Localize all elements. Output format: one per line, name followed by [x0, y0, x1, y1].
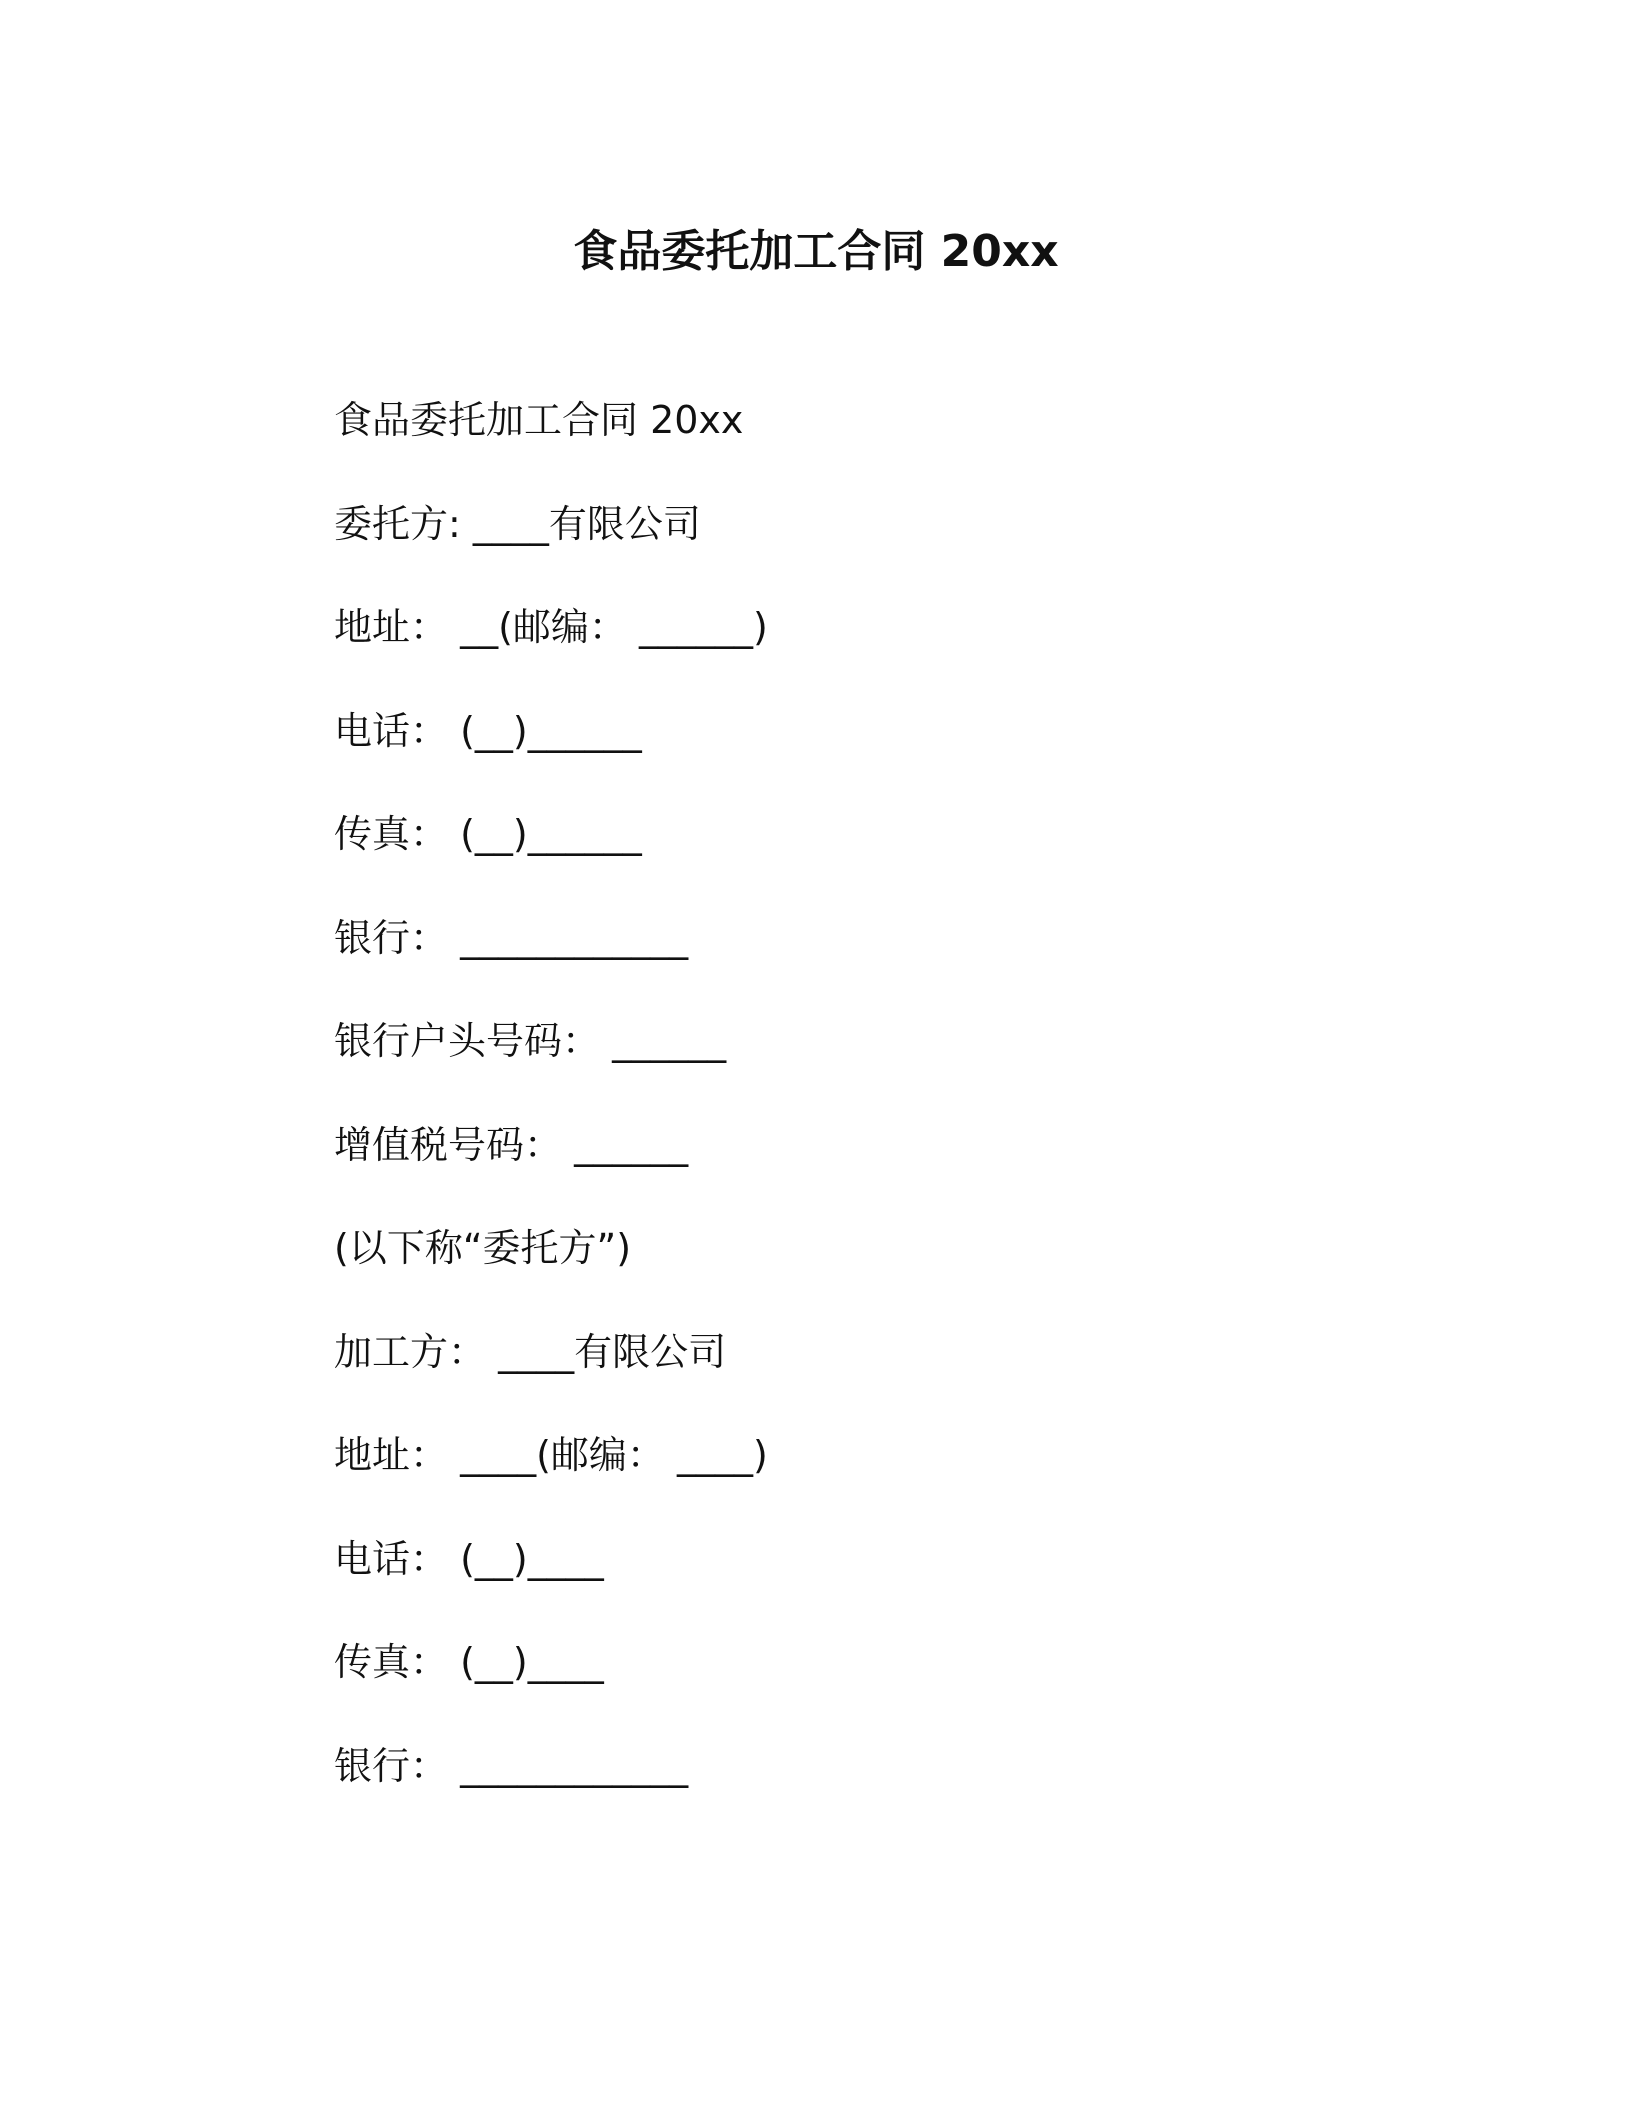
client-alias-line: (以下称“委托方”)	[334, 1226, 632, 1270]
heading-line: 食品委托加工合同 20xx	[334, 398, 744, 442]
client-bank-line: 银行： ____________	[334, 915, 689, 960]
processor-address-line: 地址： ____(邮编： ____)	[334, 1433, 768, 1477]
processor-company-line: 加工方： ____有限公司	[334, 1329, 727, 1374]
document-title: 食品委托加工合同 20xx	[573, 226, 1059, 277]
processor-fax-line: 传真： (__)____	[334, 1640, 604, 1684]
client-bank-account-line: 银行户头号码： ______	[334, 1019, 727, 1063]
client-address-line: 地址： __(邮编： ______)	[334, 605, 768, 649]
client-phone-line: 电话： (__)______	[334, 708, 642, 753]
processor-bank-line: 银行： ____________	[334, 1743, 689, 1788]
client-vat-line: 增值税号码： ______	[334, 1122, 689, 1167]
client-company-line: 委托方: ____有限公司	[334, 501, 701, 546]
client-fax-line: 传真： (__)______	[334, 812, 642, 856]
processor-phone-line: 电话： (__)____	[334, 1536, 604, 1581]
document-body	[334, 390, 1434, 1839]
